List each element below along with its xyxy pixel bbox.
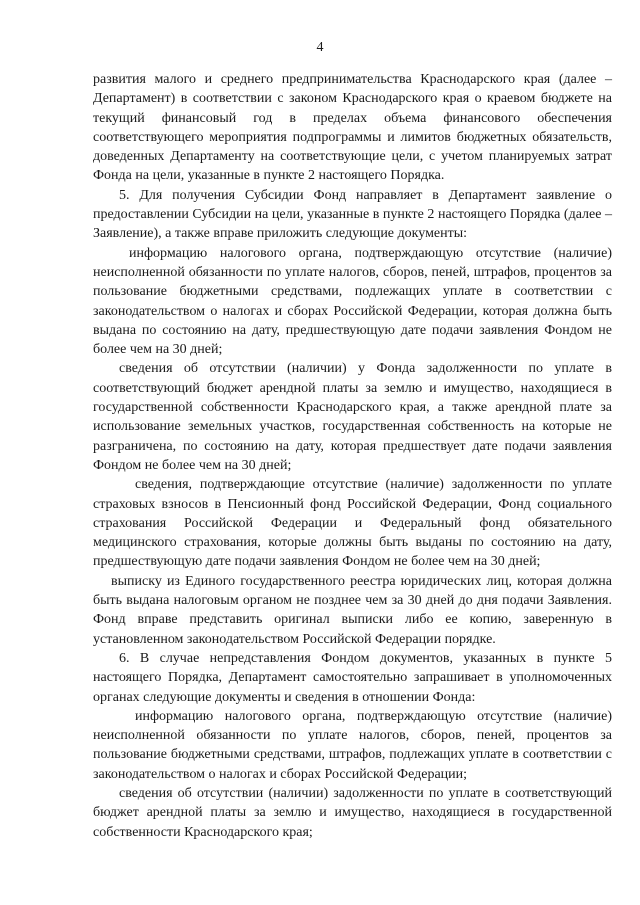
paragraph-insurance-info: сведения, подтверждающие отсутствие (наличие) задолженности по уплате страховых взносов в Пенсионный фонд Российской Федерации, Фонд социального страхования Российской Федерации и Федеральный фонд обязательного медицинского страхования, которые должны быть выданы по состоянию на дату, предшествующую дате подачи заявления Фондом не более чем на 30 дней; xyxy=(93,477,612,570)
paragraph-item-5: 5. Для получения Субсидии Фонд направляет в Департамент заявление о предоставлении Субсидии на цели, указанные в пункте 2 настоящего Порядка (далее – Заявление), а также вправе приложить следующие документы: xyxy=(93,187,612,242)
document-body xyxy=(93,70,612,842)
paragraph-continuation: развития малого и среднего предпринимательства Краснодарского края (далее –Департамент) в соответствии с законом Краснодарского края о краевом бюджете на текущий финансовый год в пределах объема финансового обеспечения соответствующего мероприятия подпрограммы и лимитов бюджетных обязательств, доведенных Департаменту на соответствующие цели, с учетом планируемых затрат Фонда на цели, указанные в пункте 2 настоящего Порядка. xyxy=(93,72,612,184)
paragraph-tax-info: информацию налогового органа, подтверждающую отсутствие (наличие) неисполненной обязанности по уплате налогов, сборов, пеней, штрафов, процентов за пользование бюджетными средствами, подлежащих уплате в соответствии с законодательством о налогах и сборах Российской Федерации, которая должна быть выдана по состоянию на дату, предшествующую дате подачи заявления Фондом не более чем на 30 дней; xyxy=(93,245,612,358)
paragraph-tax-info-request: информацию налогового органа, подтверждающую отсутствие (наличие) неисполненной обязанности по уплате налогов, сборов, пеней, процентов за пользование бюджетными средствами, штрафов, подлежащих уплате в соответствии с законодательством о налогах и сборах Российской Федерации; xyxy=(93,708,612,782)
paragraph-registry-extract: выписку из Единого государственного реестра юридических лиц, которая должна быть выдана налоговым органом не позднее чем за 30 дней до дня подачи Заявления. Фонд вправе представить оригинал выписки либо ее копию, заверенную в установленном законодательством Российской Федерации порядке. xyxy=(93,573,612,647)
page-number: 4 xyxy=(316,40,324,55)
paragraph-rent-debt-info: сведения об отсутствии (наличии) у Фонда задолженности по уплате в соответствующий бюджет арендной платы за землю и имущество, находящиеся в государственной собственности Краснодарского края, а также арендной плате за использование земельных участков, государственная собственность на которые не разграничена, по состоянию на дату, которая предшествует дате подачи заявления Фондом не более чем на 30 дней; xyxy=(93,361,612,473)
paragraph-rent-debt-request: сведения об отсутствии (наличии) задолженности по уплате в соответствующий бюджет арендной платы за землю и имущество, находящиеся в государственной собственности Краснодарского края; xyxy=(93,785,612,840)
paragraph-item-6: 6. В случае непредставления Фондом документов, указанных в пункте 5 настоящего Порядка, Департамент самостоятельно запрашивает в уполномоченных органах следующие документы и сведения в отношении Фонда: xyxy=(93,650,612,705)
